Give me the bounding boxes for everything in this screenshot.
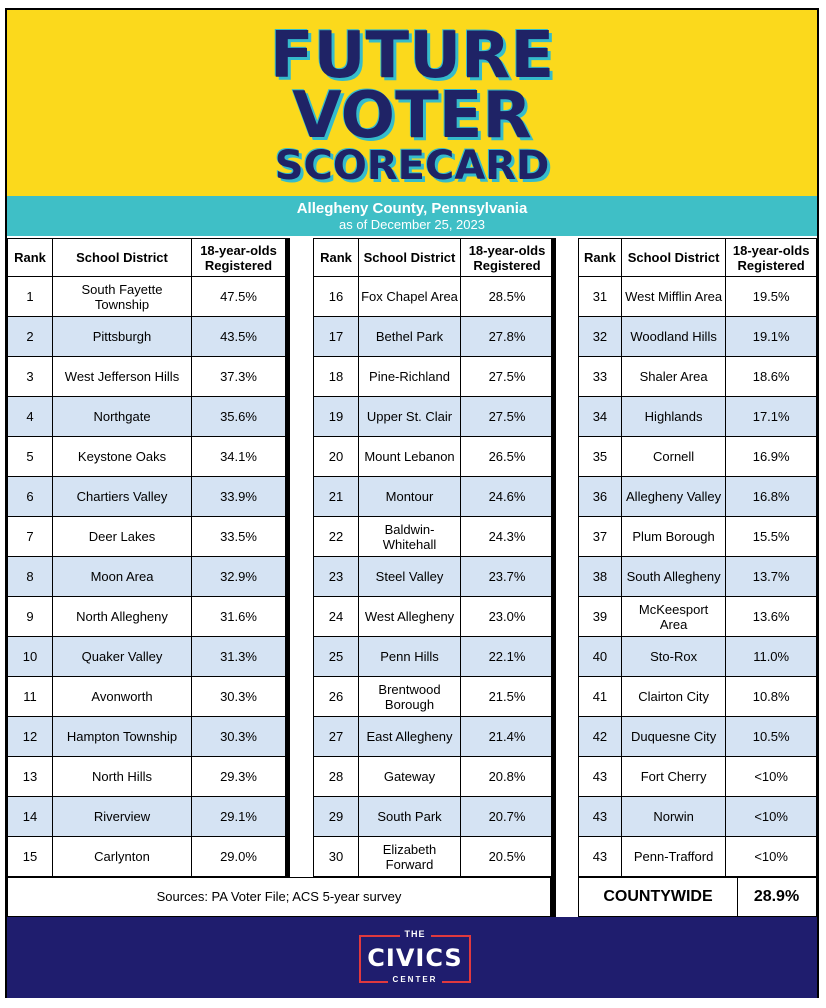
table-row (314, 677, 554, 717)
pct-cell: 31.3% (192, 637, 286, 677)
title-line-2: VOTER (292, 79, 532, 153)
district-cell: Penn Hills (359, 637, 461, 677)
district-cell: Montour (359, 477, 461, 517)
rank-cell: 15 (8, 837, 53, 877)
rank-cell: 39 (579, 597, 622, 637)
table-row (579, 677, 817, 717)
rank-cell: 43 (579, 797, 622, 837)
rank-cell: 31 (579, 277, 622, 317)
rank-cell: 37 (579, 517, 622, 557)
pct-cell: 13.7% (726, 557, 817, 597)
as-of-date: as of December 25, 2023 (339, 217, 485, 232)
table-row (8, 397, 286, 437)
rank-cell: 6 (8, 477, 53, 517)
table-row (314, 277, 554, 317)
pct-cell: 24.3% (461, 517, 554, 557)
table-row (579, 437, 817, 477)
table-row (579, 477, 817, 517)
table-row (314, 317, 554, 357)
sources-note: Sources: PA Voter File; ACS 5-year survey (7, 877, 551, 917)
district-cell: Cornell (621, 437, 725, 477)
district-cell: Mount Lebanon (359, 437, 461, 477)
district-cell: North Hills (53, 757, 192, 797)
rank-cell: 41 (579, 677, 622, 717)
pct-cell: <10% (726, 757, 817, 797)
table-row (314, 717, 554, 757)
pct-cell: 35.6% (192, 397, 286, 437)
ranking-table-1 (7, 238, 286, 877)
pct-cell: 11.0% (726, 637, 817, 677)
district-cell: Gateway (359, 757, 461, 797)
pct-cell: 16.8% (726, 477, 817, 517)
table-row (314, 477, 554, 517)
district-cell: Riverview (53, 797, 192, 837)
pct-cell: 20.5% (461, 837, 554, 877)
district-header: School District (53, 239, 192, 277)
pct-cell: <10% (726, 837, 817, 877)
district-cell: Moon Area (53, 557, 192, 597)
table-row (314, 637, 554, 677)
rank-cell: 26 (314, 677, 359, 717)
district-cell: Plum Borough (621, 517, 725, 557)
district-cell: South Fayette Township (53, 277, 192, 317)
rank-cell: 43 (579, 757, 622, 797)
scorecard (5, 8, 819, 998)
district-cell: Duquesne City (621, 717, 725, 757)
pct-cell: <10% (726, 797, 817, 837)
table-header-row (314, 239, 554, 277)
pct-cell: 37.3% (192, 357, 286, 397)
pct-cell: 10.5% (726, 717, 817, 757)
district-cell: Upper St. Clair (359, 397, 461, 437)
table-row (314, 397, 554, 437)
table-row (8, 837, 286, 877)
pct-cell: 10.8% (726, 677, 817, 717)
table-header-row (8, 239, 286, 277)
rank-cell: 32 (579, 317, 622, 357)
table-row (8, 597, 286, 637)
pct-cell: 27.5% (461, 357, 554, 397)
table-row (314, 557, 554, 597)
pct-cell: 29.3% (192, 757, 286, 797)
pct-cell: 15.5% (726, 517, 817, 557)
district-cell: Fox Chapel Area (359, 277, 461, 317)
ranking-table-3 (578, 238, 817, 877)
civics-center-logo (359, 929, 471, 984)
district-cell: Avonworth (53, 677, 192, 717)
logo-center-text: CENTER (388, 975, 443, 984)
title-line-1: FUTURE (269, 19, 555, 93)
table-row (8, 437, 286, 477)
pct-cell: 32.9% (192, 557, 286, 597)
table-row (579, 277, 817, 317)
pct-cell: 18.6% (726, 357, 817, 397)
pct-cell: 17.1% (726, 397, 817, 437)
rank-cell: 24 (314, 597, 359, 637)
rank-cell: 14 (8, 797, 53, 837)
pct-cell: 30.3% (192, 717, 286, 757)
logo-name-text: CIVICS (367, 944, 463, 972)
table-row (8, 477, 286, 517)
table-header-row (579, 239, 817, 277)
district-cell: West Mifflin Area (621, 277, 725, 317)
pct-cell: 21.5% (461, 677, 554, 717)
table-row (8, 517, 286, 557)
table-row (8, 317, 286, 357)
district-cell: Brentwood Borough (359, 677, 461, 717)
logo-the-text: THE (400, 929, 431, 939)
district-cell: Elizabeth Forward (359, 837, 461, 877)
pct-cell: 43.5% (192, 317, 286, 357)
district-cell: Norwin (621, 797, 725, 837)
countywide-label: COUNTYWIDE (579, 878, 738, 916)
district-header: School District (359, 239, 461, 277)
district-cell: North Allegheny (53, 597, 192, 637)
pct-cell: 23.0% (461, 597, 554, 637)
rank-cell: 36 (579, 477, 622, 517)
rank-cell: 34 (579, 397, 622, 437)
table-row (579, 397, 817, 437)
pct-cell: 20.7% (461, 797, 554, 837)
table-row (8, 757, 286, 797)
rank-cell: 5 (8, 437, 53, 477)
rank-cell: 11 (8, 677, 53, 717)
pct-cell: 30.3% (192, 677, 286, 717)
district-cell: South Park (359, 797, 461, 837)
table-row (8, 677, 286, 717)
district-cell: Clairton City (621, 677, 725, 717)
rank-cell: 35 (579, 437, 622, 477)
rank-cell: 4 (8, 397, 53, 437)
rank-cell: 16 (314, 277, 359, 317)
rank-cell: 42 (579, 717, 622, 757)
district-cell: Northgate (53, 397, 192, 437)
district-cell: Steel Valley (359, 557, 461, 597)
district-cell: McKeesport Area (621, 597, 725, 637)
district-cell: Pittsburgh (53, 317, 192, 357)
table-row (314, 797, 554, 837)
pct-cell: 27.5% (461, 397, 554, 437)
rank-cell: 18 (314, 357, 359, 397)
pct-cell: 20.8% (461, 757, 554, 797)
table-row (579, 597, 817, 637)
district-cell: Deer Lakes (53, 517, 192, 557)
footer-row (7, 877, 817, 917)
table-row (8, 717, 286, 757)
table-row (8, 357, 286, 397)
rank-cell: 10 (8, 637, 53, 677)
pct-cell: 24.6% (461, 477, 554, 517)
table-row (579, 517, 817, 557)
column-divider (285, 238, 290, 918)
pct-cell: 29.0% (192, 837, 286, 877)
table-row (8, 277, 286, 317)
countywide-value: 28.9% (753, 888, 800, 905)
table-row (579, 717, 817, 757)
district-cell: Pine-Richland (359, 357, 461, 397)
rank-cell: 12 (8, 717, 53, 757)
district-cell: Highlands (621, 397, 725, 437)
rank-cell: 19 (314, 397, 359, 437)
district-cell: Fort Cherry (621, 757, 725, 797)
registered-header: 18-year-olds Registered (726, 239, 817, 277)
table-row (314, 597, 554, 637)
pct-cell: 26.5% (461, 437, 554, 477)
pct-cell: 16.9% (726, 437, 817, 477)
rank-cell: 8 (8, 557, 53, 597)
district-cell: East Allegheny (359, 717, 461, 757)
table-row (579, 797, 817, 837)
column-divider (551, 238, 556, 918)
table-row (8, 557, 286, 597)
table-row (314, 437, 554, 477)
district-cell: Penn-Trafford (621, 837, 725, 877)
district-cell: Chartiers Valley (53, 477, 192, 517)
rank-cell: 7 (8, 517, 53, 557)
district-cell: Carlynton (53, 837, 192, 877)
table-row (579, 557, 817, 597)
rank-cell: 21 (314, 477, 359, 517)
rank-header: Rank (579, 239, 622, 277)
district-cell: West Jefferson Hills (53, 357, 192, 397)
pct-cell: 23.7% (461, 557, 554, 597)
rank-cell: 29 (314, 797, 359, 837)
rank-cell: 17 (314, 317, 359, 357)
pct-cell: 27.8% (461, 317, 554, 357)
title-line-3: SCORECARD (274, 143, 550, 189)
district-cell: Woodland Hills (621, 317, 725, 357)
pct-cell: 21.4% (461, 717, 554, 757)
rank-cell: 40 (579, 637, 622, 677)
rank-cell: 9 (8, 597, 53, 637)
district-header: School District (621, 239, 725, 277)
rank-cell: 28 (314, 757, 359, 797)
rank-cell: 3 (8, 357, 53, 397)
pct-cell: 19.1% (726, 317, 817, 357)
district-cell: Allegheny Valley (621, 477, 725, 517)
district-cell: Keystone Oaks (53, 437, 192, 477)
rank-cell: 22 (314, 517, 359, 557)
pct-cell: 31.6% (192, 597, 286, 637)
table-row (579, 757, 817, 797)
rank-header: Rank (314, 239, 359, 277)
rank-cell: 13 (8, 757, 53, 797)
countywide-box (578, 877, 817, 917)
rank-cell: 30 (314, 837, 359, 877)
district-cell: Baldwin-Whitehall (359, 517, 461, 557)
table-row (8, 637, 286, 677)
pct-cell: 29.1% (192, 797, 286, 837)
rank-cell: 27 (314, 717, 359, 757)
rank-cell: 43 (579, 837, 622, 877)
table-row (314, 837, 554, 877)
pct-cell: 33.5% (192, 517, 286, 557)
rank-cell: 20 (314, 437, 359, 477)
table-row (314, 357, 554, 397)
rank-cell: 1 (8, 277, 53, 317)
table-row (579, 837, 817, 877)
ranking-table-2 (313, 238, 554, 877)
pct-cell: 22.1% (461, 637, 554, 677)
table-row (579, 357, 817, 397)
rank-header: Rank (8, 239, 53, 277)
table-row (579, 317, 817, 357)
rank-cell: 33 (579, 357, 622, 397)
district-cell: South Allegheny (621, 557, 725, 597)
district-cell: Hampton Township (53, 717, 192, 757)
registered-header: 18-year-olds Registered (192, 239, 286, 277)
pct-cell: 47.5% (192, 277, 286, 317)
pct-cell: 28.5% (461, 277, 554, 317)
registered-header: 18-year-olds Registered (461, 239, 554, 277)
table-row (314, 757, 554, 797)
pct-cell: 34.1% (192, 437, 286, 477)
rank-cell: 2 (8, 317, 53, 357)
rank-cell: 25 (314, 637, 359, 677)
region-label: Allegheny County, Pennsylvania (296, 200, 528, 217)
district-cell: West Allegheny (359, 597, 461, 637)
pct-cell: 13.6% (726, 597, 817, 637)
rank-cell: 38 (579, 557, 622, 597)
district-cell: Shaler Area (621, 357, 725, 397)
subtitle-bar (7, 196, 817, 236)
rank-cell: 23 (314, 557, 359, 597)
table-row (579, 637, 817, 677)
table-row (8, 797, 286, 837)
pct-cell: 33.9% (192, 477, 286, 517)
district-cell: Quaker Valley (53, 637, 192, 677)
district-cell: Sto-Rox (621, 637, 725, 677)
district-cell: Bethel Park (359, 317, 461, 357)
pct-cell: 19.5% (726, 277, 817, 317)
table-row (314, 517, 554, 557)
title-banner (7, 10, 817, 196)
brand-footer (7, 917, 817, 998)
